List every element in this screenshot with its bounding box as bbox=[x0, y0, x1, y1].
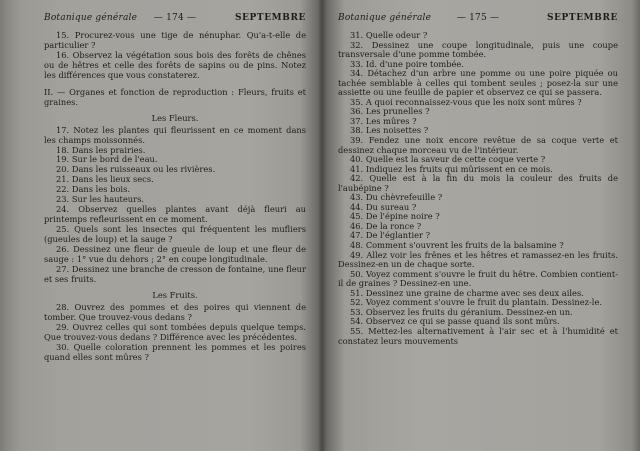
exercise-item: 53. Observez les fruits du géranium. Dessinez-en un. bbox=[350, 306, 573, 317]
exercise-item: 23. Sur les hauteurs. bbox=[56, 194, 145, 205]
exercise-item: 47. De l'églantier ? bbox=[350, 230, 431, 241]
header-month: SEPTEMBRE bbox=[547, 13, 618, 23]
exercise-item: 42. Quelle est à la fin du mois la couleur des fruits de l'aubépine ? bbox=[338, 173, 618, 193]
exercise-item: 22. Dans les bois. bbox=[56, 184, 130, 195]
page-number: — 175 — bbox=[456, 13, 500, 23]
page-number: — 174 — bbox=[153, 13, 197, 23]
page-text bbox=[44, 31, 306, 363]
exercise-item: 32. Dessinez une coupe longitudinale, puis une coupe transversale d'une pomme tombée. bbox=[338, 39, 618, 60]
running-header bbox=[338, 13, 618, 27]
header-title: Botanique générale bbox=[44, 13, 138, 23]
right-page bbox=[338, 0, 618, 451]
exercise-item: 27. Dessinez une branche de cresson de fontaine, une fleur et ses fruits. bbox=[44, 263, 306, 284]
exercise-item: 15. Procurez-vous une tige de nénuphar. Qu'a-t-elle de particulier ? bbox=[44, 30, 306, 50]
exercise-item: 20. Dans les ruisseaux ou les rivières. bbox=[56, 164, 216, 175]
running-header bbox=[44, 13, 306, 27]
exercise-item: 26. Dessinez une fleur de gueule de loup et une fleur de sauge : 1° vue du dehors ; 2° en coupe longitudinale. bbox=[44, 244, 306, 265]
exercise-item: 55. Mettez-les alternativement à l'air sec et à l'humidité et constatez leurs mouvements bbox=[338, 325, 618, 346]
exercise-item: 34. Détachez d'un arbre une pomme ou une poire piquée ou tachée semblable à celles qui tombent seules ; posez-la sur une assiette ou une feuille de papier et observez ce qui se passera. bbox=[338, 68, 618, 98]
exercise-item: 21. Dans les lieux secs. bbox=[56, 174, 154, 185]
page-text bbox=[338, 31, 618, 346]
exercise-item: 24. Observez quelles plantes avant déjà fleuri au printemps refleurissent en ce moment. bbox=[44, 204, 306, 225]
subsection-heading: Les Fruits. bbox=[152, 289, 198, 300]
exercise-item: 41. Indiquez les fruits qui mûrissent en ce mois. bbox=[350, 163, 553, 174]
header-month: SEPTEMBRE bbox=[235, 13, 306, 23]
header-title: Botanique générale bbox=[338, 13, 432, 23]
exercise-item: 45. De l'épine noire ? bbox=[350, 211, 440, 222]
exercise-item: 36. Les prunelles ? bbox=[350, 106, 430, 117]
exercise-item: 35. A quoi reconnaissez-vous que les noix sont mûres ? bbox=[350, 96, 582, 107]
exercise-item: 51. Dessinez une graine de charme avec ses deux ailes. bbox=[350, 287, 584, 298]
exercise-item: 28. Ouvrez des pommes et des poires qui viennent de tomber. Que trouvez-vous dedans ? bbox=[44, 301, 306, 322]
exercise-item: 40. Quelle est la saveur de cette coque verte ? bbox=[350, 154, 546, 165]
exercise-item: 25. Quels sont les insectes qui fréquentent les mufliers (gueules de loup) et la sauge ? bbox=[44, 224, 306, 245]
exercise-item: 49. Allez voir les frênes et les hêtres et ramassez-en les fruits. Dessinez-en un de chaque sorte. bbox=[338, 249, 618, 270]
exercise-item: 54. Observez ce qui se passe quand ils sont mûrs. bbox=[350, 316, 560, 327]
exercise-item: 39. Fendez une noix encore revêtue de sa coque verte et dessinez chaque morceau vu de l'intérieur. bbox=[338, 135, 618, 155]
exercise-item: 43. Du chèvrefeuille ? bbox=[350, 192, 443, 203]
exercise-item: 33. Id. d'une poire tombée. bbox=[350, 58, 464, 69]
exercise-item: 30. Quelle coloration prennent les pommes et les poires quand elles sont mûres ? bbox=[44, 341, 306, 362]
exercise-item: 52. Voyez comment s'ouvre le fruit du plantain. Dessinez-le. bbox=[350, 297, 603, 308]
exercise-item: 38. Les noisettes ? bbox=[350, 125, 429, 136]
exercise-item: 50. Voyez comment s'ouvre le fruit du hêtre. Combien contient-il de graines ? Dessinez-en une. bbox=[338, 268, 618, 289]
exercise-item: 16. Observez la végétation sous bois des forêts de chênes ou de hêtres et celle des forêts de sapins ou de pins. Notez les différences que vous constaterez. bbox=[44, 49, 306, 80]
exercise-item: 19. Sur le bord de l'eau. bbox=[56, 154, 158, 165]
exercise-item: 31. Quelle odeur ? bbox=[350, 30, 428, 40]
exercise-item: 18. Dans les prairies. bbox=[56, 144, 146, 155]
section-heading: II. — Organes et fonction de reproduction : Fleurs, fruits et graines. bbox=[44, 86, 306, 107]
left-page bbox=[44, 0, 306, 451]
exercise-item: 37. Les mûres ? bbox=[350, 115, 417, 126]
exercise-item: 17. Notez les plantes qui fleurissent en ce moment dans les champs moissonnés. bbox=[44, 124, 306, 145]
exercise-item: 29. Ouvrez celles qui sont tombées depuis quelque temps. Que trouvez-vous dedans ? Différence avec les précédentes. bbox=[44, 321, 306, 342]
subsection-heading: Les Fleurs. bbox=[151, 112, 199, 123]
exercise-item: 44. Du sureau ? bbox=[350, 201, 417, 212]
exercise-item: 48. Comment s'ouvrent les fruits de la balsamine ? bbox=[350, 240, 564, 251]
exercise-item: 46. De la ronce ? bbox=[350, 220, 422, 231]
